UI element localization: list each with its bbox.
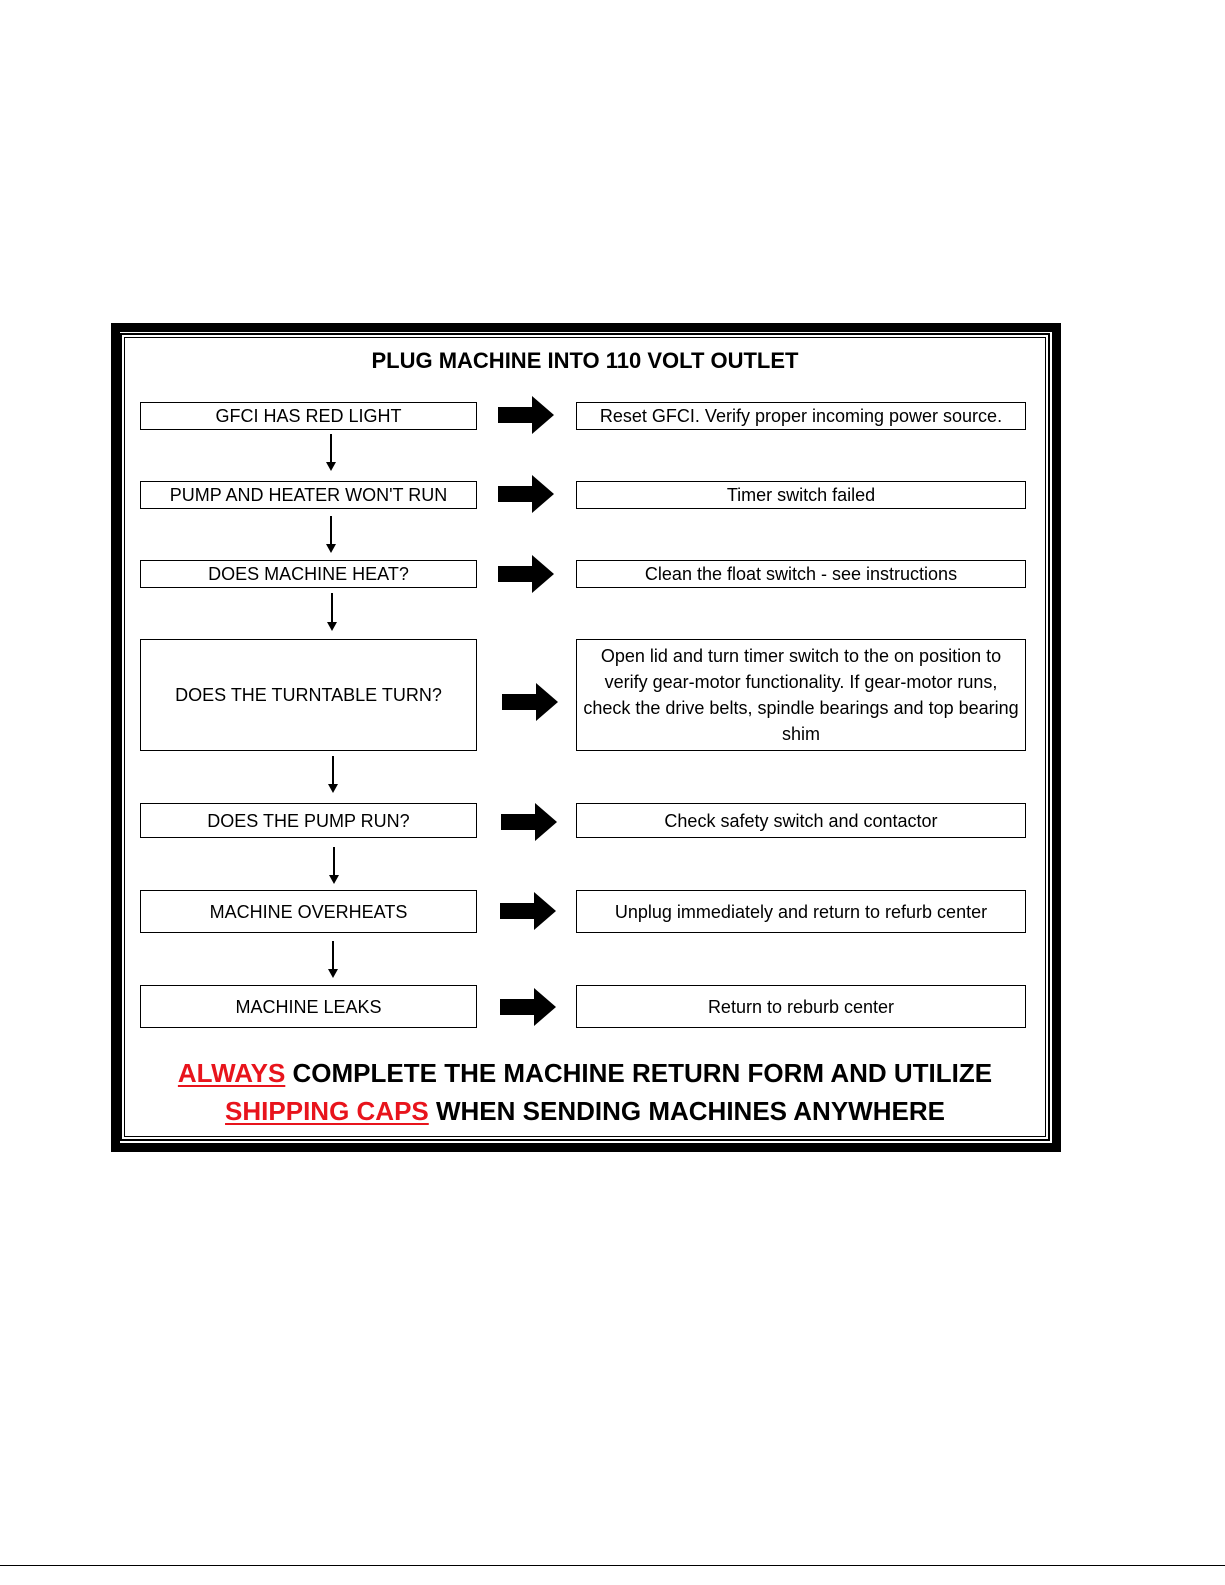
footer-line-2 [124, 1092, 1046, 1130]
down-arrow-icon [328, 784, 338, 793]
page-bottom-rule [0, 1565, 1225, 1566]
footer-highlight-shipping-caps: SHIPPING CAPS [225, 1096, 429, 1126]
right-fat-arrow-icon [500, 988, 558, 1026]
action-box-timer-switch [576, 481, 1026, 509]
down-arrow-line [331, 593, 333, 624]
down-arrow-icon [326, 462, 336, 471]
question-label: DOES THE TURNTABLE TURN? [175, 685, 442, 705]
right-fat-arrow-icon [501, 803, 559, 841]
question-label: PUMP AND HEATER WON'T RUN [169, 485, 448, 505]
question-box-turntable [140, 639, 477, 751]
action-label: Check safety switch and contactor [664, 810, 938, 831]
action-box-gfci [576, 402, 1026, 430]
question-label: MACHINE OVERHEATS [209, 901, 408, 922]
question-box-leaks [140, 985, 477, 1028]
down-arrow-line [330, 516, 332, 546]
footer-text: WHEN SENDING MACHINES ANYWHERE [428, 1096, 945, 1126]
footer-line-1 [124, 1054, 1046, 1092]
action-box-gear-motor [576, 639, 1026, 751]
question-box-gfci [140, 402, 477, 430]
action-box-safety-switch [576, 803, 1026, 838]
question-label: MACHINE LEAKS [235, 996, 382, 1017]
action-box-unplug [576, 890, 1026, 933]
down-arrow-icon [327, 622, 337, 631]
down-arrow-line [333, 847, 335, 877]
right-fat-arrow-icon [498, 555, 556, 593]
right-fat-arrow-icon [498, 396, 556, 434]
question-label: DOES THE PUMP RUN? [207, 810, 410, 831]
question-label: GFCI HAS RED LIGHT [215, 406, 402, 426]
action-label: Unplug immediately and return to refurb center [614, 901, 988, 922]
action-box-float-switch [576, 560, 1026, 588]
footer-highlight-always: ALWAYS [177, 1058, 286, 1088]
down-arrow-line [332, 941, 334, 971]
question-box-machine-heat [140, 560, 477, 588]
question-box-pump-heater [140, 481, 477, 509]
action-label: Open lid and turn timer switch to the on position to verify gear-motor functionality. If gear-motor runs, check the drive belts, spindle bearings and top bearing shim [583, 646, 1019, 744]
down-arrow-line [330, 434, 332, 464]
action-label: Clean the float switch - see instructions [644, 564, 958, 584]
action-box-return [576, 985, 1026, 1028]
down-arrow-line [332, 756, 334, 786]
action-label: Reset GFCI. Verify proper incoming power source. [599, 406, 1003, 426]
footer-text: COMPLETE THE MACHINE RETURN FORM AND UTILIZE [285, 1058, 993, 1088]
question-label: DOES MACHINE HEAT? [208, 564, 409, 584]
question-box-overheats [140, 890, 477, 933]
question-box-pump-run [140, 803, 477, 838]
right-fat-arrow-icon [500, 892, 558, 930]
right-fat-arrow-icon [498, 475, 556, 513]
right-fat-arrow-icon [502, 683, 560, 721]
action-label: Timer switch failed [726, 485, 876, 505]
down-arrow-icon [329, 875, 339, 884]
flowchart-title: PLUG MACHINE INTO 110 VOLT OUTLET [371, 348, 799, 373]
action-label: Return to reburb center [707, 996, 895, 1017]
down-arrow-icon [326, 544, 336, 553]
down-arrow-icon [328, 969, 338, 978]
